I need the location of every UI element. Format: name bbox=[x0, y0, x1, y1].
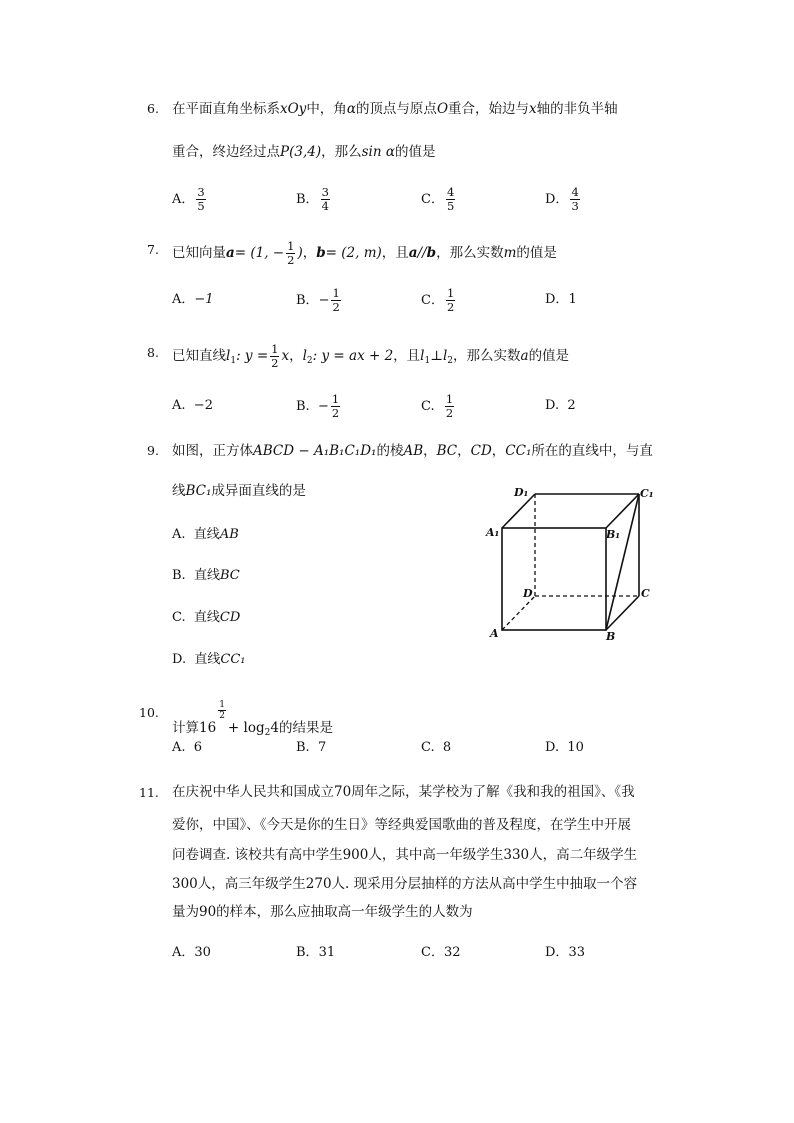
option-label: D． bbox=[545, 192, 569, 207]
question-stem-line-2: 爱你，中国》、《今天是你的生日》等经典爱国歌曲的普及程度，在学生中开展 bbox=[172, 817, 631, 833]
option-value: −1 bbox=[194, 292, 214, 307]
math-ab: AB bbox=[403, 443, 424, 459]
question-stem bbox=[172, 700, 333, 743]
label-b: B bbox=[606, 630, 616, 643]
option-label: A. bbox=[172, 527, 186, 542]
stem-text: ，那么实数 bbox=[453, 348, 521, 364]
math-l: l bbox=[226, 348, 231, 364]
option-value: 6 bbox=[193, 740, 203, 755]
math-bc1: BC₁ bbox=[185, 483, 212, 499]
option-label: A. bbox=[172, 740, 186, 755]
option-value: 2 bbox=[567, 398, 576, 413]
option-value: 7 bbox=[317, 740, 327, 755]
perpendicular-symbol: ⊥ bbox=[430, 348, 443, 364]
option-value: −2 bbox=[193, 398, 213, 413]
denominator: 5 bbox=[197, 199, 205, 213]
option-value: 32 bbox=[443, 945, 461, 960]
diagonal-bc1 bbox=[606, 494, 639, 630]
option-c[interactable] bbox=[421, 287, 457, 314]
math-a: a bbox=[520, 348, 529, 364]
vector-a: a bbox=[408, 245, 418, 261]
stem-text: ， bbox=[302, 245, 317, 261]
stem-text: 线 bbox=[172, 483, 186, 499]
option-d[interactable] bbox=[545, 943, 585, 963]
numerator: 4 bbox=[571, 185, 579, 199]
numerator: 3 bbox=[321, 185, 329, 199]
option-label: B． bbox=[296, 293, 319, 308]
label-b1: B₁ bbox=[606, 528, 621, 541]
math-x: x bbox=[281, 348, 290, 364]
stem-text: 的顶点与原点 bbox=[355, 101, 437, 117]
option-label: D． bbox=[545, 945, 569, 960]
parallel-symbol: // bbox=[417, 245, 427, 261]
option-c[interactable] bbox=[421, 393, 456, 420]
option-d[interactable] bbox=[545, 738, 584, 758]
math-l: l bbox=[302, 348, 307, 364]
option-b[interactable] bbox=[172, 566, 240, 586]
edge-a1d1 bbox=[502, 494, 535, 528]
question-stem bbox=[172, 343, 569, 371]
option-label: A. bbox=[172, 398, 186, 413]
stem-text: 如图，正方体 bbox=[172, 443, 253, 459]
denominator: 2 bbox=[287, 253, 295, 267]
option-b[interactable] bbox=[296, 943, 335, 963]
option-value: 33 bbox=[568, 945, 585, 960]
vector-b: b bbox=[426, 245, 437, 261]
math-cc1: CC₁ bbox=[505, 443, 532, 459]
minus-sign: − bbox=[317, 399, 329, 414]
math-x: x bbox=[529, 101, 537, 117]
math-expr: ) bbox=[297, 245, 303, 261]
fraction bbox=[446, 287, 455, 314]
option-value: CD bbox=[219, 610, 241, 625]
option-d[interactable] bbox=[545, 186, 582, 213]
denominator: 2 bbox=[446, 300, 455, 314]
question-number: 10. bbox=[139, 705, 159, 720]
option-label: B. bbox=[296, 399, 310, 414]
question-stem-line-4: 300人，高三年级学生270人. 现采用分层抽样的方法从高中学生中抽取一个容 bbox=[172, 876, 638, 892]
question-number: 8. bbox=[147, 345, 159, 360]
math-cd: CD bbox=[470, 443, 492, 459]
exponent-fraction bbox=[218, 700, 226, 721]
option-label: C. bbox=[421, 740, 435, 755]
vector-a: a bbox=[226, 245, 235, 261]
subscript: 2 bbox=[306, 356, 313, 366]
option-prefix: 直线 bbox=[193, 527, 220, 542]
edge-b1c1 bbox=[606, 494, 639, 528]
option-label: C． bbox=[421, 293, 444, 308]
stem-text: 已知直线 bbox=[172, 348, 226, 364]
subscript: 2 bbox=[447, 356, 453, 366]
option-value: AB bbox=[219, 527, 239, 542]
label-a: A bbox=[490, 627, 499, 640]
question-stem-line-2 bbox=[172, 142, 435, 162]
option-a[interactable] bbox=[172, 943, 211, 963]
label-c1: C₁ bbox=[640, 487, 654, 500]
math-expr: = (1, − bbox=[234, 245, 285, 261]
stem-text: ，且 bbox=[393, 348, 421, 364]
denominator: 2 bbox=[445, 406, 454, 420]
fraction bbox=[570, 186, 579, 213]
math-expr: = (2, m) bbox=[325, 245, 382, 261]
denominator: 4 bbox=[321, 199, 329, 213]
stem-text: 轴的非负半轴 bbox=[536, 101, 618, 117]
denominator: 3 bbox=[571, 199, 579, 213]
math-bc: BC bbox=[436, 443, 458, 459]
option-value: 10 bbox=[567, 740, 584, 755]
option-d[interactable] bbox=[545, 396, 576, 416]
option-a[interactable] bbox=[172, 525, 239, 545]
subscript: 2 bbox=[264, 728, 271, 738]
stem-text: 重合，始边与 bbox=[448, 101, 530, 117]
stem-text: ，那么 bbox=[321, 144, 362, 160]
option-label: A． bbox=[172, 945, 195, 960]
option-prefix: 直线 bbox=[194, 652, 221, 667]
stem-text: ，且 bbox=[381, 245, 409, 261]
option-label: C. bbox=[172, 610, 186, 625]
math-expr: : y = ax + 2 bbox=[312, 348, 394, 364]
fraction bbox=[286, 240, 295, 267]
option-value: 8 bbox=[442, 740, 452, 755]
option-label: A． bbox=[172, 192, 195, 207]
label-d: D bbox=[523, 587, 533, 600]
question-number: 6. bbox=[147, 101, 159, 116]
question-stem-line-3: 问卷调查. 该校共有高中学生900人，其中高一年级学生330人，高二年级学生 bbox=[172, 847, 638, 863]
option-label: D. bbox=[172, 652, 187, 667]
option-label: B． bbox=[296, 945, 319, 960]
fraction bbox=[331, 287, 340, 314]
option-value: 1 bbox=[568, 292, 577, 307]
question-number: 9. bbox=[147, 443, 159, 458]
fraction bbox=[196, 186, 205, 213]
math-point-p: P(3,4) bbox=[280, 144, 322, 160]
numerator: 1 bbox=[446, 286, 455, 300]
option-label: B. bbox=[172, 568, 186, 583]
numerator: 1 bbox=[331, 392, 340, 406]
option-b[interactable] bbox=[296, 287, 343, 314]
stem-text: 的值是 bbox=[528, 348, 570, 364]
label-d1: D₁ bbox=[514, 486, 529, 499]
math-alpha: α bbox=[346, 101, 356, 117]
question-stem-line-1 bbox=[172, 99, 618, 119]
option-prefix: 直线 bbox=[193, 568, 220, 583]
option-prefix: 直线 bbox=[193, 610, 220, 625]
option-d[interactable] bbox=[172, 650, 245, 670]
numerator: 4 bbox=[446, 185, 455, 199]
math-l: l bbox=[420, 348, 425, 364]
option-c[interactable] bbox=[421, 186, 457, 213]
stem-text: 的值是 bbox=[394, 144, 436, 160]
fraction bbox=[321, 186, 330, 213]
math-xoy: xOy bbox=[280, 101, 307, 117]
subscript: 1 bbox=[230, 356, 237, 366]
stem-text: ，那么实数 bbox=[436, 245, 504, 261]
fraction bbox=[331, 393, 340, 420]
option-a[interactable] bbox=[172, 186, 208, 213]
stem-text: ， bbox=[423, 443, 437, 459]
numerator: 1 bbox=[287, 239, 295, 253]
option-c[interactable] bbox=[421, 943, 461, 963]
math-origin: O bbox=[436, 101, 449, 117]
math-sin-alpha: sin α bbox=[361, 144, 395, 160]
option-c[interactable] bbox=[421, 738, 451, 758]
stem-text: 的值是 bbox=[516, 245, 557, 261]
stem-text: 计算 bbox=[172, 720, 199, 736]
option-value: BC bbox=[219, 568, 240, 583]
option-c[interactable] bbox=[172, 608, 240, 628]
edge-bc bbox=[606, 596, 639, 630]
stem-text: 重合，终边经过点 bbox=[172, 144, 280, 160]
minus-sign: − bbox=[318, 293, 330, 308]
numerator: 1 bbox=[271, 342, 279, 356]
option-value: 31 bbox=[318, 945, 336, 960]
math-cube: ABCD − A₁B₁C₁D₁ bbox=[253, 443, 377, 459]
stem-text: 所在的直线中，与直 bbox=[531, 443, 653, 459]
question-stem-line-1 bbox=[172, 441, 653, 461]
question-number: 11. bbox=[139, 785, 159, 800]
fraction bbox=[445, 393, 454, 420]
question-number: 7. bbox=[147, 242, 159, 257]
denominator: 5 bbox=[446, 199, 455, 213]
question-stem-line-1: 在庆祝中华人民共和国成立70周年之际，某学校为了解《我和我的祖国》、《我 bbox=[172, 784, 635, 800]
stem-text: 已知向量 bbox=[172, 245, 226, 261]
question-stem-line-2 bbox=[172, 481, 306, 501]
option-a[interactable] bbox=[172, 738, 202, 758]
option-label: B. bbox=[296, 740, 310, 755]
label-c: C bbox=[641, 587, 650, 600]
option-label: C. bbox=[421, 399, 435, 414]
cube-figure bbox=[480, 480, 660, 645]
stem-text: 在平面直角坐标系 bbox=[172, 101, 280, 117]
vector-b: b bbox=[316, 245, 326, 261]
subscript: 1 bbox=[424, 356, 431, 366]
option-b[interactable] bbox=[296, 393, 342, 420]
option-value: CC₁ bbox=[220, 652, 246, 667]
option-label: C． bbox=[421, 945, 444, 960]
option-b[interactable] bbox=[296, 186, 332, 213]
question-stem-line-5: 量为90的样本，那么应抽取高一年级学生的人数为 bbox=[172, 904, 473, 920]
fraction bbox=[446, 186, 455, 213]
option-d[interactable] bbox=[545, 290, 577, 310]
fraction bbox=[270, 343, 279, 370]
math-m: m bbox=[503, 245, 517, 261]
option-label: D. bbox=[545, 740, 560, 755]
option-label: D． bbox=[545, 292, 569, 307]
option-label: C． bbox=[421, 192, 444, 207]
denominator: 2 bbox=[219, 711, 225, 721]
numerator: 1 bbox=[219, 700, 225, 710]
denominator: 2 bbox=[271, 356, 279, 370]
math-l: l bbox=[442, 348, 448, 364]
stem-text: ， bbox=[289, 348, 303, 364]
label-a1: A₁ bbox=[486, 526, 500, 539]
denominator: 2 bbox=[331, 406, 340, 420]
question-stem bbox=[172, 240, 557, 267]
option-value: 30 bbox=[194, 945, 211, 960]
numerator: 1 bbox=[445, 392, 454, 406]
option-label: A． bbox=[172, 292, 195, 307]
option-a[interactable] bbox=[172, 396, 213, 416]
option-a[interactable] bbox=[172, 290, 214, 310]
math-expr: : y = bbox=[236, 348, 269, 364]
math-value: 4 bbox=[270, 720, 279, 736]
stem-text: 的结果是 bbox=[278, 720, 333, 736]
stem-text: 的棱 bbox=[376, 443, 404, 459]
stem-text: 成异面直线的是 bbox=[211, 483, 306, 499]
math-log: + log bbox=[227, 720, 265, 736]
edge-ad-hidden bbox=[502, 596, 535, 630]
option-label: D. bbox=[545, 398, 560, 413]
option-label: B． bbox=[296, 192, 319, 207]
numerator: 3 bbox=[197, 185, 205, 199]
numerator: 1 bbox=[332, 286, 340, 300]
stem-text: ， bbox=[457, 443, 471, 459]
math-base: 16 bbox=[199, 720, 217, 736]
stem-text: ， bbox=[491, 443, 506, 459]
stem-text: 中，角 bbox=[306, 101, 347, 117]
option-b[interactable] bbox=[296, 738, 326, 758]
denominator: 2 bbox=[332, 300, 340, 314]
